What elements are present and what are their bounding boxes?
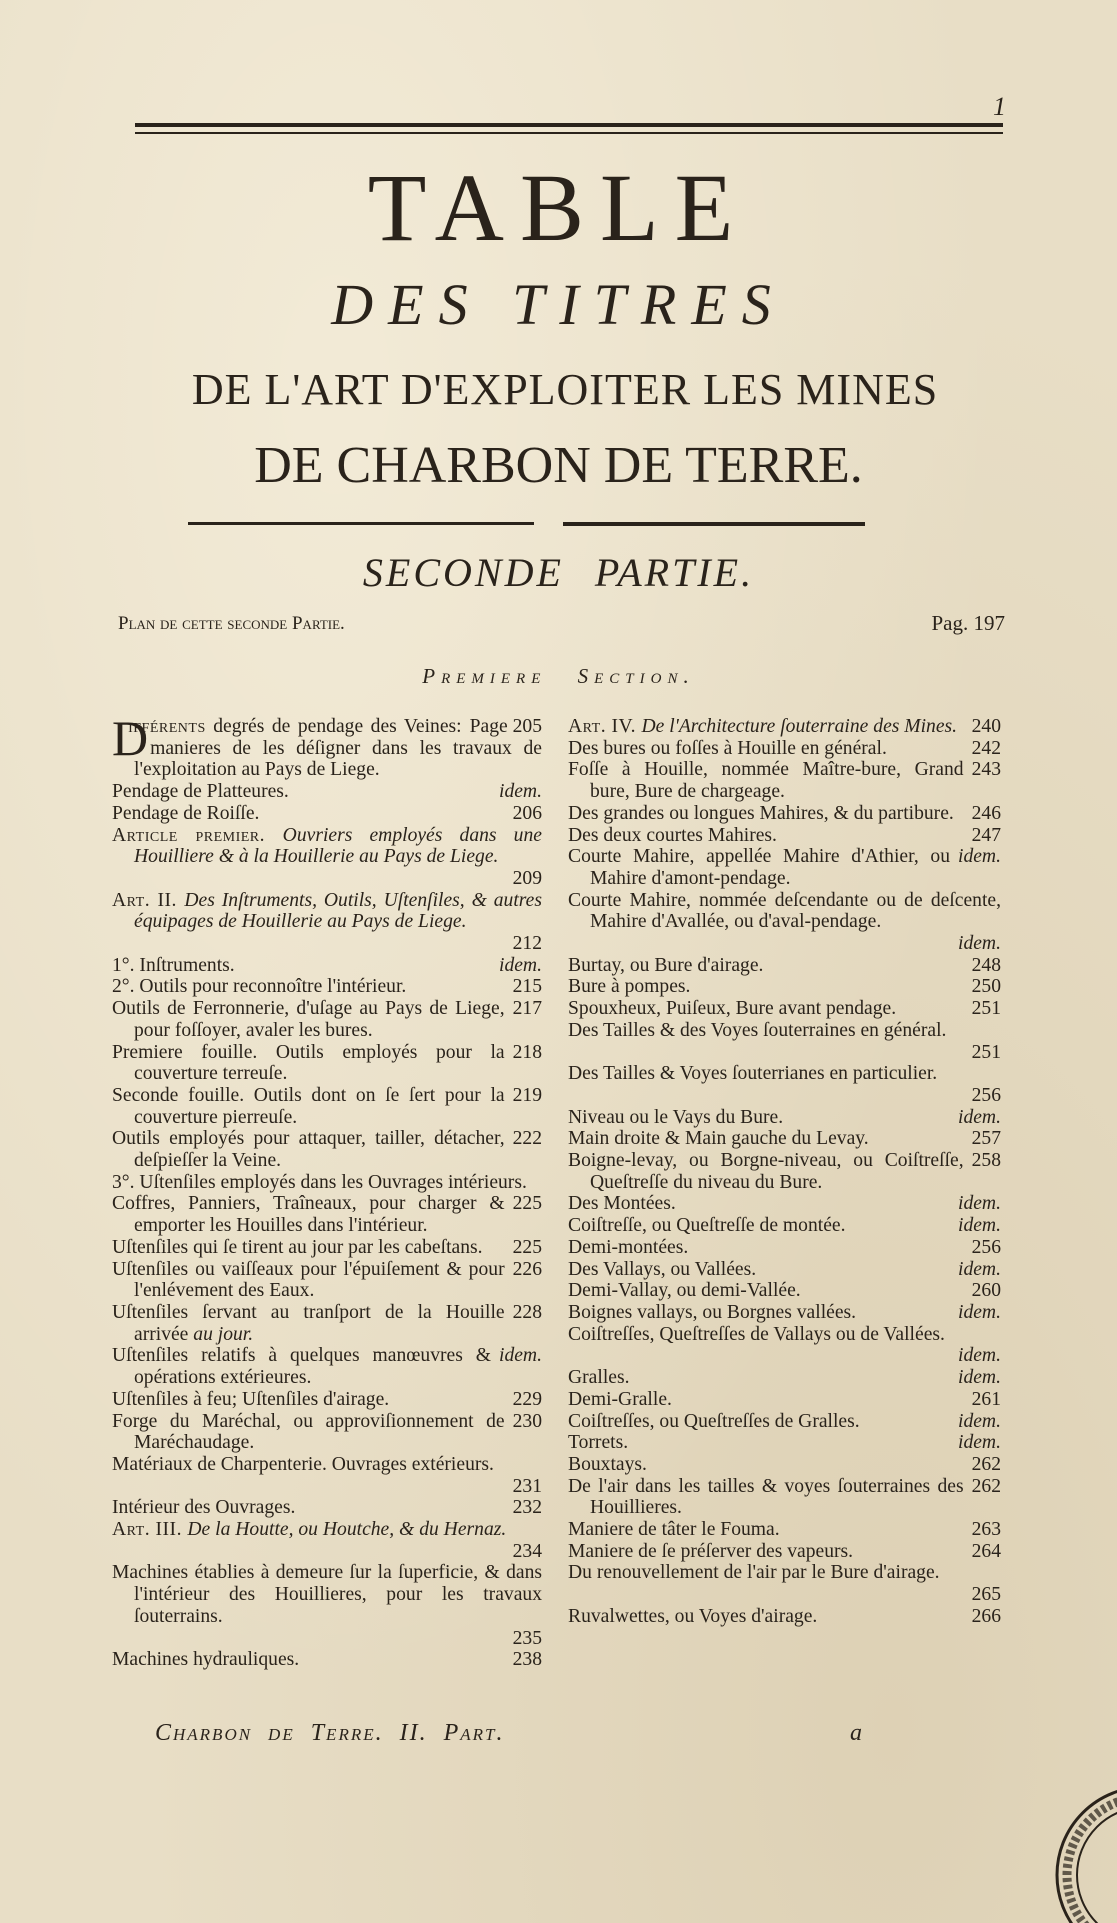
- toc-entry: [112, 998, 542, 1041]
- entry-text: Uſtenſiles ou vaiſſeaux pour l'épuiſement & pour l'enlévement des Eaux.: [112, 1258, 505, 1302]
- entry-page-number: 247: [971, 824, 1001, 846]
- entry-page-number: idem.: [958, 1367, 1001, 1389]
- entry-page-number: 226: [512, 1258, 542, 1280]
- entry-text: Coffres, Panniers, Traîneaux, pour charger & emporter les Houilles dans l'intérieur.: [112, 1193, 505, 1237]
- toc-entry: [112, 1454, 542, 1497]
- divider-rule-left: [188, 522, 534, 525]
- toc-entry: [112, 1649, 542, 1671]
- toc-entry: [112, 1345, 542, 1388]
- entry-text: 1°. Inſtruments.: [112, 954, 235, 976]
- toc-entry: [568, 1128, 1001, 1150]
- entry-page-number: 206: [512, 802, 542, 824]
- entry-heading: Art. IV.: [568, 716, 642, 737]
- entry-page-number: 209: [512, 867, 542, 889]
- toc-entry: [568, 1476, 1001, 1519]
- entry-text: Des Tailles & des Voyes ſouterraines en général.: [568, 1019, 947, 1041]
- toc-entry: [568, 890, 1001, 955]
- entry-page-number: 212: [512, 933, 542, 955]
- toc-entry: [568, 1302, 1001, 1324]
- entry-text: Du renouvellement de l'air par le Bure d'airage.: [568, 1562, 940, 1584]
- entry-text: Uſtenſiles relatifs à quelques manœuvres & opérations extérieures.: [112, 1345, 491, 1389]
- entry-text: Des Tailles & Voyes ſouterrianes en particulier.: [568, 1063, 938, 1085]
- entry-page-number: idem.: [958, 1258, 1001, 1280]
- toc-entry: [568, 1259, 1001, 1281]
- toc-entry: [112, 1389, 542, 1411]
- entry-text: Maniere de ſe préſerver des vapeurs.: [568, 1540, 854, 1562]
- entry-text-italic: De la Houtte, ou Houtche, & du Hernaz.: [187, 1519, 507, 1541]
- entry-page-number: idem.: [499, 954, 542, 976]
- entry-text: Foſſe à Houille, nommée Maître-bure, Grand bure, Bure de chargeage.: [568, 759, 964, 803]
- entry-page-number: 262: [971, 1453, 1001, 1475]
- toc-entry: [112, 955, 542, 977]
- entry-text: Des grandes ou longues Mahires, & du partibure.: [568, 802, 954, 824]
- entry-text-italic: Des Inſtruments, Outils, Uſtenſiles, & autres équipages de Houillerie au Pays de Liege.: [134, 889, 543, 933]
- running-footer: Charbon de Terre. II. Part.: [155, 1720, 505, 1746]
- entry-text: Niveau ou le Vays du Bure.: [568, 1106, 784, 1128]
- entry-page-number: 230: [512, 1410, 542, 1432]
- entry-text: Machines établies à demeure ſur la ſuperficie, & dans l'intérieur des Houillieres, pour les travaux ſouterrains.: [112, 1562, 542, 1627]
- entry-page-number: 217: [512, 998, 542, 1020]
- entry-text: Uſtenſiles à feu; Uſtenſiles d'airage.: [112, 1388, 390, 1410]
- title-table: TABLE: [367, 154, 750, 261]
- entry-page-number: 222: [512, 1128, 542, 1150]
- entry-text: Intérieur des Ouvrages.: [112, 1497, 296, 1519]
- library-stamp: [1040, 1780, 1117, 1923]
- toc-entry: [568, 1562, 1001, 1605]
- divider-rule-right: [563, 522, 865, 526]
- entry-page-number: 229: [512, 1388, 542, 1410]
- entry-text: Coiſtreſſes, Queſtreſſes de Vallays ou de Vallées.: [568, 1323, 945, 1345]
- entry-page-number: idem.: [958, 1410, 1001, 1432]
- toc-entry: [112, 710, 542, 781]
- entry-page-number: 225: [512, 1193, 542, 1215]
- entry-page-number: 243: [971, 759, 1001, 781]
- entry-page-number: 248: [971, 954, 1001, 976]
- toc-entry: [568, 716, 1001, 738]
- section-title: Premiere Section.: [422, 664, 695, 688]
- entry-text: Main droite & Main gauche du Levay.: [568, 1128, 869, 1150]
- toc-entry: [112, 1497, 542, 1519]
- toc-entry: [568, 1215, 1001, 1237]
- folio-number: 1: [993, 92, 1006, 121]
- entry-text: Pendage de Platteures.: [112, 781, 289, 803]
- entry-page-number: 225: [512, 1236, 542, 1258]
- entry-page-number: 264: [971, 1540, 1001, 1562]
- entry-page-number: idem.: [499, 781, 542, 803]
- entry-text: Maniere de tâter le Fouma.: [568, 1519, 780, 1541]
- toc-entry: [112, 1085, 542, 1128]
- entry-heading: Article premier.: [112, 824, 283, 846]
- entry-page-number: idem.: [958, 1345, 1001, 1367]
- entry-text: Bure à pompes.: [568, 976, 691, 998]
- toc-entry: [112, 1259, 542, 1302]
- entry-page-number: 256: [971, 1236, 1001, 1258]
- entry-page-number: 261: [971, 1388, 1001, 1410]
- plan-page: Pag. 197: [931, 611, 1005, 635]
- title-line-3: DE L'ART D'EXPLOITER LES MINES: [191, 365, 939, 414]
- entry-text: Courte Mahire, appellée Mahire d'Athier, ou Mahire d'amont-pendage.: [568, 846, 950, 889]
- entry-page-number: 258: [971, 1150, 1001, 1172]
- toc-entry: [568, 1237, 1001, 1259]
- entry-text: Demi-montées.: [568, 1236, 689, 1258]
- toc-entry: [112, 1519, 542, 1562]
- entry-page-number: 263: [971, 1519, 1001, 1541]
- toc-entry: [112, 1237, 542, 1259]
- entry-text: Uſtenſiles qui ſe tirent au jour par les cabeſtans.: [112, 1236, 483, 1258]
- toc-entry: [568, 998, 1001, 1020]
- entry-text: Des bures ou foſſes à Houille en général.: [568, 737, 887, 759]
- entry-text: Courte Mahire, nommée deſcendante ou de deſcente, Mahire d'Avallée, ou d'aval-pendage.: [568, 889, 1001, 933]
- toc-entry: [568, 1411, 1001, 1433]
- entry-heading: Art. II.: [112, 889, 185, 911]
- entry-text-italic: au jour.: [193, 1323, 254, 1345]
- title-line-4: DE CHARBON DE TERRE.: [254, 437, 863, 494]
- entry-heading: ifférents: [128, 716, 206, 737]
- entry-page-number: 257: [971, 1128, 1001, 1150]
- toc-entry: [568, 1541, 1001, 1563]
- entry-page-number: idem.: [958, 846, 1001, 868]
- entry-text: Machines hydrauliques.: [112, 1649, 300, 1671]
- entry-page-number: 232: [512, 1497, 542, 1519]
- toc-entry: [568, 738, 1001, 760]
- toc-entry: [568, 1150, 1001, 1193]
- toc-entry: [568, 1063, 1001, 1106]
- toc-entry: [112, 976, 542, 998]
- entry-text: Forge du Maréchal, ou approviſionnement de Maréchaudage.: [112, 1410, 505, 1454]
- entry-text: Des Montées.: [568, 1193, 676, 1215]
- entry-page-number: 266: [971, 1605, 1001, 1627]
- entry-text: Demi-Vallay, ou demi-Vallée.: [568, 1280, 801, 1302]
- entry-text: Premiere fouille. Outils employés pour la couverture terreuſe.: [112, 1041, 505, 1085]
- entry-text: Spouxheux, Puiſeux, Bure avant pendage.: [568, 998, 897, 1020]
- entry-text: Gralles.: [568, 1367, 630, 1389]
- entry-page-number: idem.: [958, 1106, 1001, 1128]
- toc-entry: [112, 1562, 542, 1649]
- toc-entry: [568, 759, 1001, 802]
- entry-page-number: idem.: [958, 1301, 1001, 1323]
- entry-page-number: 250: [971, 976, 1001, 998]
- entry-text: De l'air dans les tailles & voyes ſouterraines des Houillieres.: [568, 1475, 964, 1519]
- entry-heading: Art. III.: [112, 1519, 188, 1541]
- entry-page-number: idem.: [499, 1345, 542, 1367]
- toc-entry: [112, 890, 542, 955]
- entry-text: degrés de pendage des Veines: manieres de les déſigner dans les travaux de l'exploitation au Pays de Liege.: [134, 716, 542, 781]
- toc-entry: [568, 1519, 1001, 1541]
- entry-page-number: 251: [971, 1041, 1001, 1063]
- toc-entry: [112, 1172, 542, 1194]
- plan-entry: Plan de cette seconde Partie.: [118, 613, 345, 634]
- entry-text: Boigne-levay, ou Borgne-niveau, ou Coiſtreſſe, Queſtreſſe du niveau du Bure.: [568, 1150, 964, 1193]
- entry-page-number: idem.: [958, 933, 1001, 955]
- entry-text: Seconde fouille. Outils dont on ſe ſert pour la couverture pierreuſe.: [112, 1084, 505, 1128]
- entry-text: Pendage de Roiſſe.: [112, 802, 260, 824]
- entry-page-number: 260: [971, 1280, 1001, 1302]
- toc-entry: [568, 846, 1001, 889]
- entry-page-number: Page 205: [469, 716, 542, 737]
- part-title: SECONDE PARTIE.: [362, 550, 755, 595]
- stamp-outer-ring: [1057, 1787, 1117, 1923]
- entry-text: Des Vallays, ou Vallées.: [568, 1258, 757, 1280]
- entry-page-number: 251: [971, 998, 1001, 1020]
- entry-text: Des deux courtes Mahires.: [568, 824, 777, 846]
- toc-entry: [568, 955, 1001, 977]
- entry-text: Torrets.: [568, 1432, 629, 1454]
- entry-text: Coiſtreſſes, ou Queſtreſſes de Gralles.: [568, 1410, 860, 1432]
- top-double-rule: [135, 123, 1003, 134]
- entry-page-number: 242: [971, 737, 1001, 759]
- entry-text: Burtay, ou Bure d'airage.: [568, 954, 764, 976]
- toc-entry: [568, 1193, 1001, 1215]
- entry-text: Bouxtays.: [568, 1453, 647, 1475]
- toc-entry: [112, 803, 542, 825]
- entry-page-number: 262: [971, 1475, 1001, 1497]
- entry-page-number: 240: [971, 716, 1001, 737]
- entry-text-italic: De l'Architecture ſouterraine des Mines.: [641, 716, 958, 737]
- entry-text: Boignes vallays, ou Borgnes vallées.: [568, 1301, 857, 1323]
- right-column: [568, 716, 1001, 1628]
- entry-page-number: 218: [512, 1041, 542, 1063]
- entry-text: Outils employés pour attaquer, tailler, détacher, deſpieſſer la Veine.: [112, 1128, 505, 1172]
- left-column: [112, 710, 543, 1671]
- entry-text: Outils de Ferronnerie, d'uſage au Pays de Liege, pour foſſoyer, avaler les bures.: [112, 998, 505, 1041]
- toc-entry: [112, 1042, 542, 1085]
- toc-entry: [112, 1193, 542, 1236]
- toc-entry: [568, 1389, 1001, 1411]
- entry-text: Uſtenſiles ſervant au tranſport de la Houille arrivée: [112, 1301, 505, 1345]
- entry-text: 3°. Uſtenſiles employés dans les Ouvrages intérieurs.: [112, 1171, 527, 1193]
- drop-cap: D: [112, 710, 149, 766]
- entry-page-number: idem.: [958, 1215, 1001, 1237]
- entry-page-number: 228: [512, 1301, 542, 1323]
- toc-entry: [568, 1432, 1001, 1454]
- toc-entry: [568, 976, 1001, 998]
- toc-entry: [112, 781, 542, 803]
- toc-entry: [568, 1454, 1001, 1476]
- entry-page-number: 235: [512, 1627, 542, 1649]
- toc-entry: [568, 1280, 1001, 1302]
- entry-page-number: idem.: [958, 1432, 1001, 1454]
- toc-entry: [112, 1302, 542, 1345]
- entry-page-number: 246: [971, 802, 1001, 824]
- toc-entry: [568, 1367, 1001, 1389]
- signature-mark: a: [850, 1720, 862, 1746]
- toc-entry: [568, 825, 1001, 847]
- entry-page-number: 265: [971, 1584, 1001, 1606]
- toc-entry: [568, 1606, 1001, 1628]
- toc-entry: [112, 825, 542, 890]
- entry-text: Demi-Gralle.: [568, 1388, 672, 1410]
- toc-entry: [568, 1107, 1001, 1129]
- entry-page-number: 215: [512, 976, 542, 998]
- entry-page-number: 219: [512, 1084, 542, 1106]
- entry-text: 2°. Outils pour reconnoître l'intérieur.: [112, 976, 407, 998]
- toc-entry: [112, 1411, 542, 1454]
- entry-page-number: 234: [512, 1540, 542, 1562]
- toc-entry: [568, 1020, 1001, 1063]
- entry-page-number: idem.: [958, 1193, 1001, 1215]
- toc-entry: [568, 803, 1001, 825]
- entry-text: Coiſtreſſe, ou Queſtreſſe de montée.: [568, 1215, 846, 1237]
- entry-text: Matériaux de Charpenterie. Ouvrages extérieurs.: [112, 1453, 494, 1475]
- entry-page-number: 231: [512, 1475, 542, 1497]
- entry-page-number: 238: [512, 1649, 542, 1671]
- toc-entry: [112, 1128, 542, 1171]
- entry-text-italic: Ouvriers employés dans une Houilliere & à la Houillerie au Pays de Liege.: [134, 824, 542, 868]
- title-des-titres: DES TITRES: [331, 272, 786, 337]
- toc-entry: [568, 1324, 1001, 1367]
- entry-page-number: 256: [971, 1084, 1001, 1106]
- entry-text: Ruvalwettes, ou Voyes d'airage.: [568, 1605, 818, 1627]
